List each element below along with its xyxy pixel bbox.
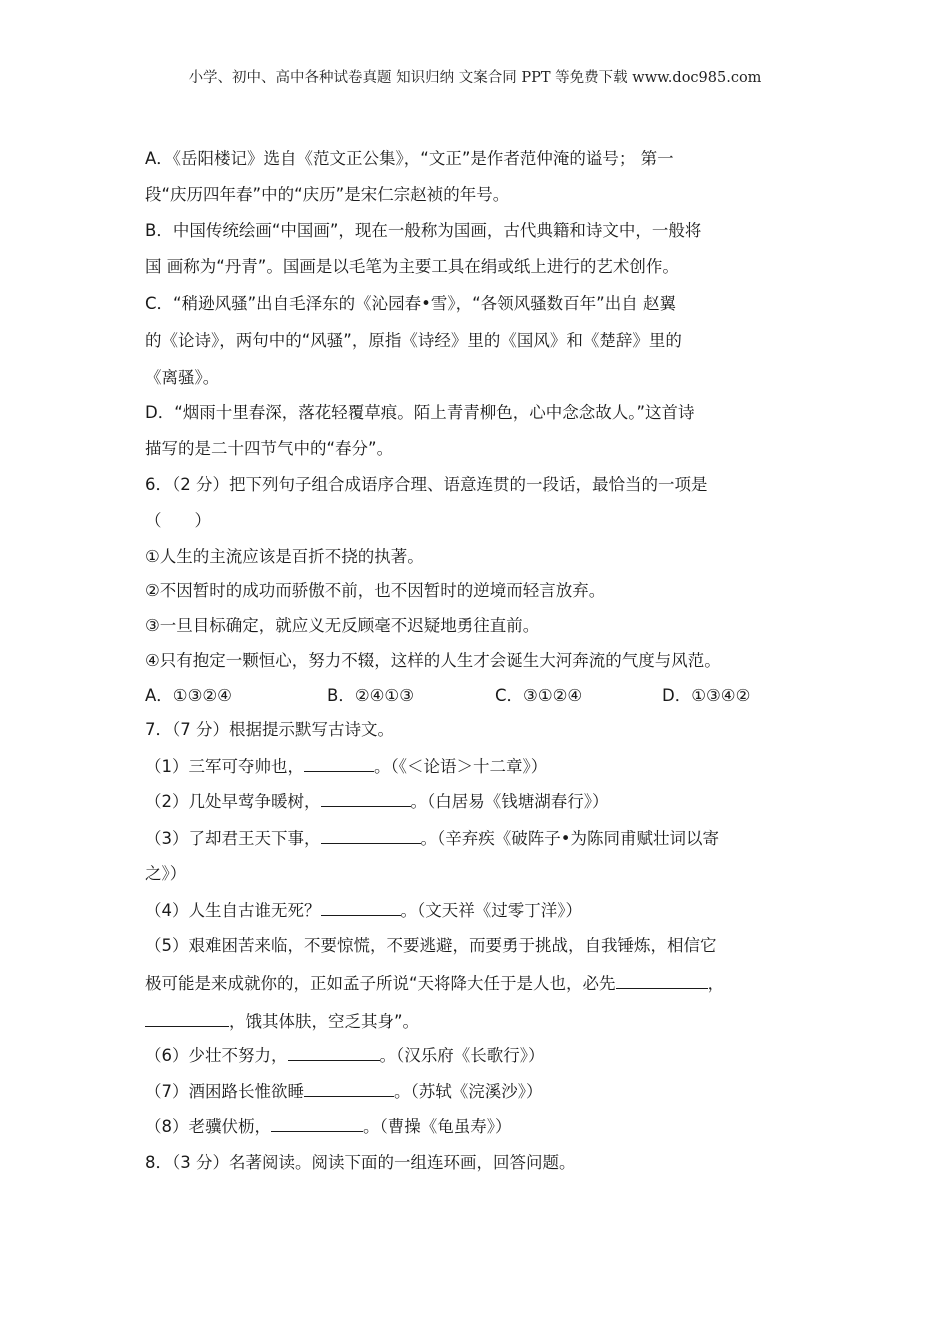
answer-blank[interactable] — [304, 1080, 394, 1097]
answer-blank[interactable] — [321, 827, 421, 844]
q7-item-4: （4）人生自古谁无死？ 。（文天祥《过零丁洋》） — [145, 901, 582, 920]
option-d-line-2: 描写的是二十四节气中的“春分”。 — [145, 439, 394, 458]
q7-item-1: （1）三军可夺帅也， 。（《＜论语＞十二章》） — [145, 757, 548, 776]
q7-item-2: （2）几处早莺争暖树， 。（白居易《钱塘湖春行》） — [145, 792, 609, 811]
option-b-line-1: B．中国传统绘画“中国画”，现在一般称为国画，古代典籍和诗文中，一般将 — [145, 221, 702, 240]
q7-item-8: （8）老骥伏枥， 。（曹操《龟虽寿》） — [145, 1117, 512, 1136]
answer-blank[interactable] — [616, 972, 708, 989]
q7-item-3-cont: 之》） — [145, 864, 187, 883]
option-b[interactable]: B．②④①③ — [327, 686, 414, 705]
option-d[interactable]: D．①③④② — [662, 686, 751, 705]
sentence-3: ③一旦目标确定，就应义无反顾毫不迟疑地勇往直前。 — [145, 616, 540, 635]
question-8-title: 8．（3 分）名著阅读。阅读下面的一组连环画，回答问题。 — [145, 1153, 576, 1172]
option-c-line-3: 《离骚》。 — [145, 368, 220, 387]
option-b-line-2: 国 画称为“丹青”。国画是以毛笔为主要工具在绢或纸上进行的艺术创作。 — [145, 257, 679, 276]
answer-blank[interactable] — [288, 1044, 380, 1061]
q7-item-5-line-1: （5）艰难困苦来临，不要惊慌，不要逃避，而要勇于挑战，自我锤炼，相信它 — [145, 936, 717, 955]
q7-item-5-line-2: 极可能是来成就你的，正如孟子所说“天将降大任于是人也，必先 ， — [145, 974, 725, 993]
q7-item-5-line-3: ，饿其体肤，空乏其身”。 — [145, 1010, 419, 1033]
option-a-line-2: 段“庆历四年春”中的“庆历”是宋仁宗赵祯的年号。 — [145, 185, 510, 204]
answer-blank[interactable] — [304, 755, 374, 772]
option-a[interactable]: A．①③②④ — [145, 686, 232, 705]
q7-item-7: （7）酒困路长惟欲睡 。（苏轼《浣溪沙》） — [145, 1082, 543, 1101]
option-c-line-1: C．“稍逊风骚”出自毛泽东的《沁园春•雪》，“各领风骚数百年”出自 赵翼 — [145, 294, 676, 313]
answer-blank[interactable] — [321, 790, 411, 807]
option-d-line-1: D．“烟雨十里春深，落花轻覆草痕。陌上青青柳色，心中念念故人。”这首诗 — [145, 403, 695, 422]
option-c[interactable]: C．③①②④ — [495, 686, 583, 705]
question-7-title: 7．（7 分）根据提示默写古诗文。 — [145, 720, 394, 739]
sentence-2: ②不因暂时的成功而骄傲不前，也不因暂时的逆境而轻言放弃。 — [145, 581, 606, 600]
sentence-4: ④只有抱定一颗恒心，努力不辍，这样的人生才会诞生大河奔流的气度与风范。 — [145, 651, 721, 670]
answer-blank[interactable] — [145, 1010, 229, 1027]
question-6-title: 6．（2 分）把下列句子组合成语序合理、语意连贯的一段话，最恰当的一项是 — [145, 475, 708, 494]
option-a-line-1: A．《岳阳楼记》选自《范文正公集》，“文正”是作者范仲淹的谥号； 第一 — [145, 149, 674, 168]
page-header: 小学、初中、高中各种试卷真题 知识归纳 文案合同 PPT 等免费下载 www.doc985.com — [188, 70, 762, 86]
question-6-bracket: （ ） — [145, 511, 211, 530]
q7-item-3: （3）了却君王天下事， 。（辛弃疾《破阵子•为陈同甫赋壮词以寄 — [145, 829, 719, 848]
option-c-line-2: 的《论诗》，两句中的“风骚”，原指《诗经》里的《国风》和《楚辞》里的 — [145, 331, 682, 350]
q7-item-6: （6）少壮不努力， 。（汉乐府《长歌行》） — [145, 1046, 545, 1065]
answer-blank[interactable] — [321, 899, 401, 916]
sentence-1: ①人生的主流应该是百折不挠的执著。 — [145, 547, 424, 566]
answer-blank[interactable] — [271, 1115, 363, 1132]
